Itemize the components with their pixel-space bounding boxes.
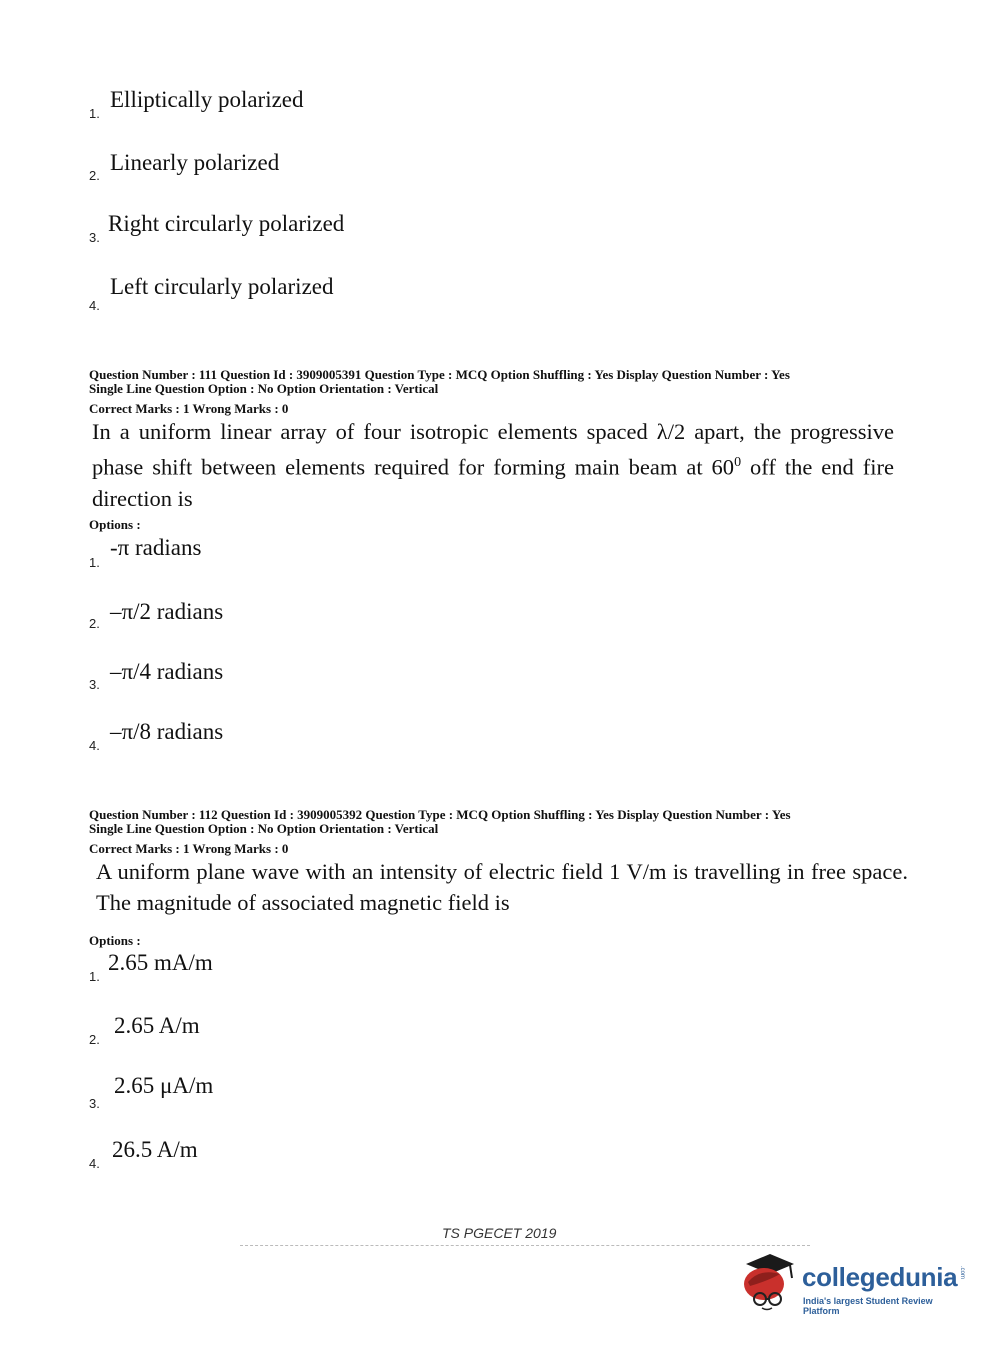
collegedunia-logo [740, 1250, 970, 1315]
option-number: 1. [89, 555, 100, 570]
question-text-part: In a uniform linear array of four isotropic elements spaced λ/2 apart, the progressive phase shift between elements required for forming main beam at 60 [92, 419, 894, 480]
option-number: 3. [89, 677, 100, 692]
option-number: 1. [89, 106, 100, 121]
option-text: Right circularly polarized [108, 211, 345, 236]
question-meta-line1: Question Number : 111 Question Id : 3909005391 Question Type : MCQ Option Shuffling : Yes Display Question Number : Yes [89, 367, 790, 382]
question-text [92, 416, 894, 514]
superscript: 0 [734, 455, 742, 470]
option-text: 2.65 mA/m [108, 950, 213, 975]
options-label: Options : [89, 517, 141, 532]
brand-tagline: India's largest Student Review Platform [803, 1296, 933, 1316]
option-number: 2. [89, 168, 100, 183]
footer-divider [240, 1245, 810, 1246]
question-meta-line2: Single Line Question Option : No Option Orientation : Vertical [89, 381, 439, 396]
student-mascot-icon [740, 1250, 800, 1312]
option-text: Elliptically polarized [110, 87, 304, 112]
option-text: 2.65 A/m [114, 1013, 200, 1038]
footer-exam-title: TS PGECET 2019 [442, 1225, 557, 1241]
option-text: 26.5 A/m [112, 1137, 198, 1162]
question-meta-line1: Question Number : 112 Question Id : 3909005392 Question Type : MCQ Option Shuffling : Yes Display Question Number : Yes [89, 807, 791, 822]
option-number: 3. [89, 1096, 100, 1111]
option-number: 1. [89, 969, 100, 984]
brand-suffix: .com [959, 1266, 965, 1280]
option-number: 4. [89, 298, 100, 313]
option-text: Left circularly polarized [110, 274, 334, 299]
options-label: Options : [89, 933, 141, 948]
question-text: A uniform plane wave with an intensity of electric field 1 V/m is travelling in free space. The magnitude of associated magnetic field is [96, 859, 908, 915]
option-text: Linearly polarized [110, 150, 280, 175]
brand-name: collegedunia [802, 1262, 958, 1292]
question-marks: Correct Marks : 1 Wrong Marks : 0 [89, 841, 289, 856]
option-number: 4. [89, 738, 100, 753]
option-number: 2. [89, 1032, 100, 1047]
option-text: –π/8 radians [110, 719, 224, 744]
question-meta-line2: Single Line Question Option : No Option Orientation : Vertical [89, 821, 439, 836]
question-text-part: off the end fire direction is [92, 454, 894, 511]
option-text: –π/4 radians [110, 659, 224, 684]
option-number: 3. [89, 230, 100, 245]
question-marks: Correct Marks : 1 Wrong Marks : 0 [89, 401, 289, 416]
option-text: –π/2 radians [110, 599, 224, 624]
option-number: 2. [89, 616, 100, 631]
option-text: 2.65 μA/m [114, 1073, 214, 1098]
option-text: -π radians [110, 535, 202, 560]
option-number: 4. [89, 1156, 100, 1171]
